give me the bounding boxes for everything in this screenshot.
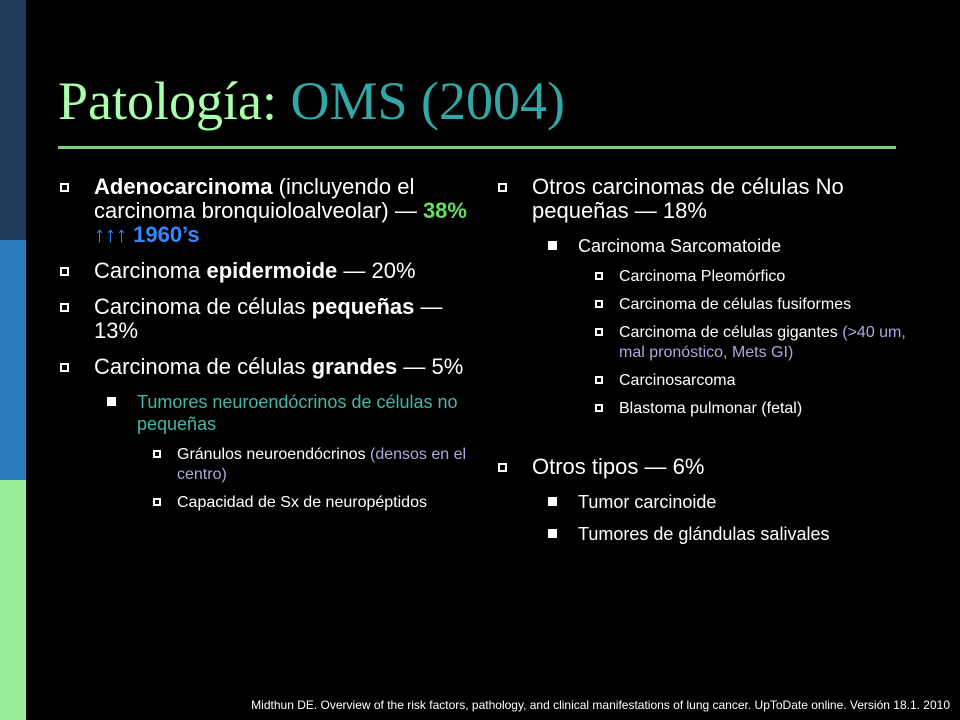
list-item-otros-no-pequenas: Otros carcinomas de células No pequeñas — 18% xyxy=(498,175,918,223)
hollow-square-bullet-icon xyxy=(595,376,603,384)
hollow-square-bullet-icon xyxy=(595,300,603,308)
hollow-square-bullet-icon xyxy=(60,183,69,192)
list-item-adenocarcinoma: Adenocarcinoma (incluyendo el carcinoma bronquioloalveolar) — 38% ↑↑↑ 1960’s xyxy=(60,175,480,247)
decor-stripe-bottom xyxy=(0,480,26,720)
list-item-grandes: Carcinoma de células grandes — 5% xyxy=(60,355,480,379)
left-column xyxy=(60,175,480,521)
decor-stripe-top xyxy=(0,0,26,240)
hollow-square-bullet-icon xyxy=(498,183,507,192)
sublist-item-carcinoide: Tumor carcinoide xyxy=(498,491,918,513)
subsublist-item-carcinosarcoma: Carcinosarcoma xyxy=(498,371,918,391)
filled-square-bullet-icon xyxy=(548,241,557,250)
filled-square-bullet-icon xyxy=(548,529,557,538)
subsublist-item-capacidad: Capacidad de Sx de neuropéptidos xyxy=(60,493,480,513)
subsublist-item-granulos: Gránulos neuroendócrinos (densos en el centro) xyxy=(60,445,480,485)
hollow-square-bullet-icon xyxy=(60,303,69,312)
hollow-square-bullet-icon xyxy=(595,404,603,412)
hollow-square-bullet-icon xyxy=(153,498,161,506)
hollow-square-bullet-icon xyxy=(595,272,603,280)
sublist-item-glandulas: Tumores de glándulas salivales xyxy=(498,523,918,545)
filled-square-bullet-icon xyxy=(107,397,116,406)
sublist-item-neuroendocrinos: Tumores neuroendócrinos de células no pequeñas xyxy=(60,391,480,435)
spacer xyxy=(498,427,918,455)
hollow-square-bullet-icon xyxy=(60,363,69,372)
subsublist-item-gigantes: Carcinoma de células gigantes (>40 um, mal pronóstico, Mets GI) xyxy=(498,323,918,363)
hollow-square-bullet-icon xyxy=(498,463,507,472)
hollow-square-bullet-icon xyxy=(595,328,603,336)
list-item-epidermoide: Carcinoma epidermoide — 20% xyxy=(60,259,480,283)
sublist-item-sarcomatoide: Carcinoma Sarcomatoide xyxy=(498,235,918,257)
list-item-otros-tipos: Otros tipos — 6% xyxy=(498,455,918,479)
list-item-pequenas: Carcinoma de células pequeñas — 13% xyxy=(60,295,480,343)
title-divider xyxy=(58,146,896,149)
right-column xyxy=(498,175,918,555)
hollow-square-bullet-icon xyxy=(153,450,161,458)
subsublist-item-blastoma: Blastoma pulmonar (fetal) xyxy=(498,399,918,419)
hollow-square-bullet-icon xyxy=(60,267,69,276)
subsublist-item-fusiformes: Carcinoma de células fusiformes xyxy=(498,295,918,315)
reference-citation: Midthun DE. Overview of the risk factors, pathology, and clinical manifestations of lung cancer. UpToDate online. Versión 18.1. 2010 xyxy=(251,698,950,712)
filled-square-bullet-icon xyxy=(548,497,557,506)
subsublist-item-pleomorfico: Carcinoma Pleomórfico xyxy=(498,267,918,287)
slide-title: Patología: OMS (2004) xyxy=(58,71,565,131)
decor-stripe-middle xyxy=(0,240,26,480)
